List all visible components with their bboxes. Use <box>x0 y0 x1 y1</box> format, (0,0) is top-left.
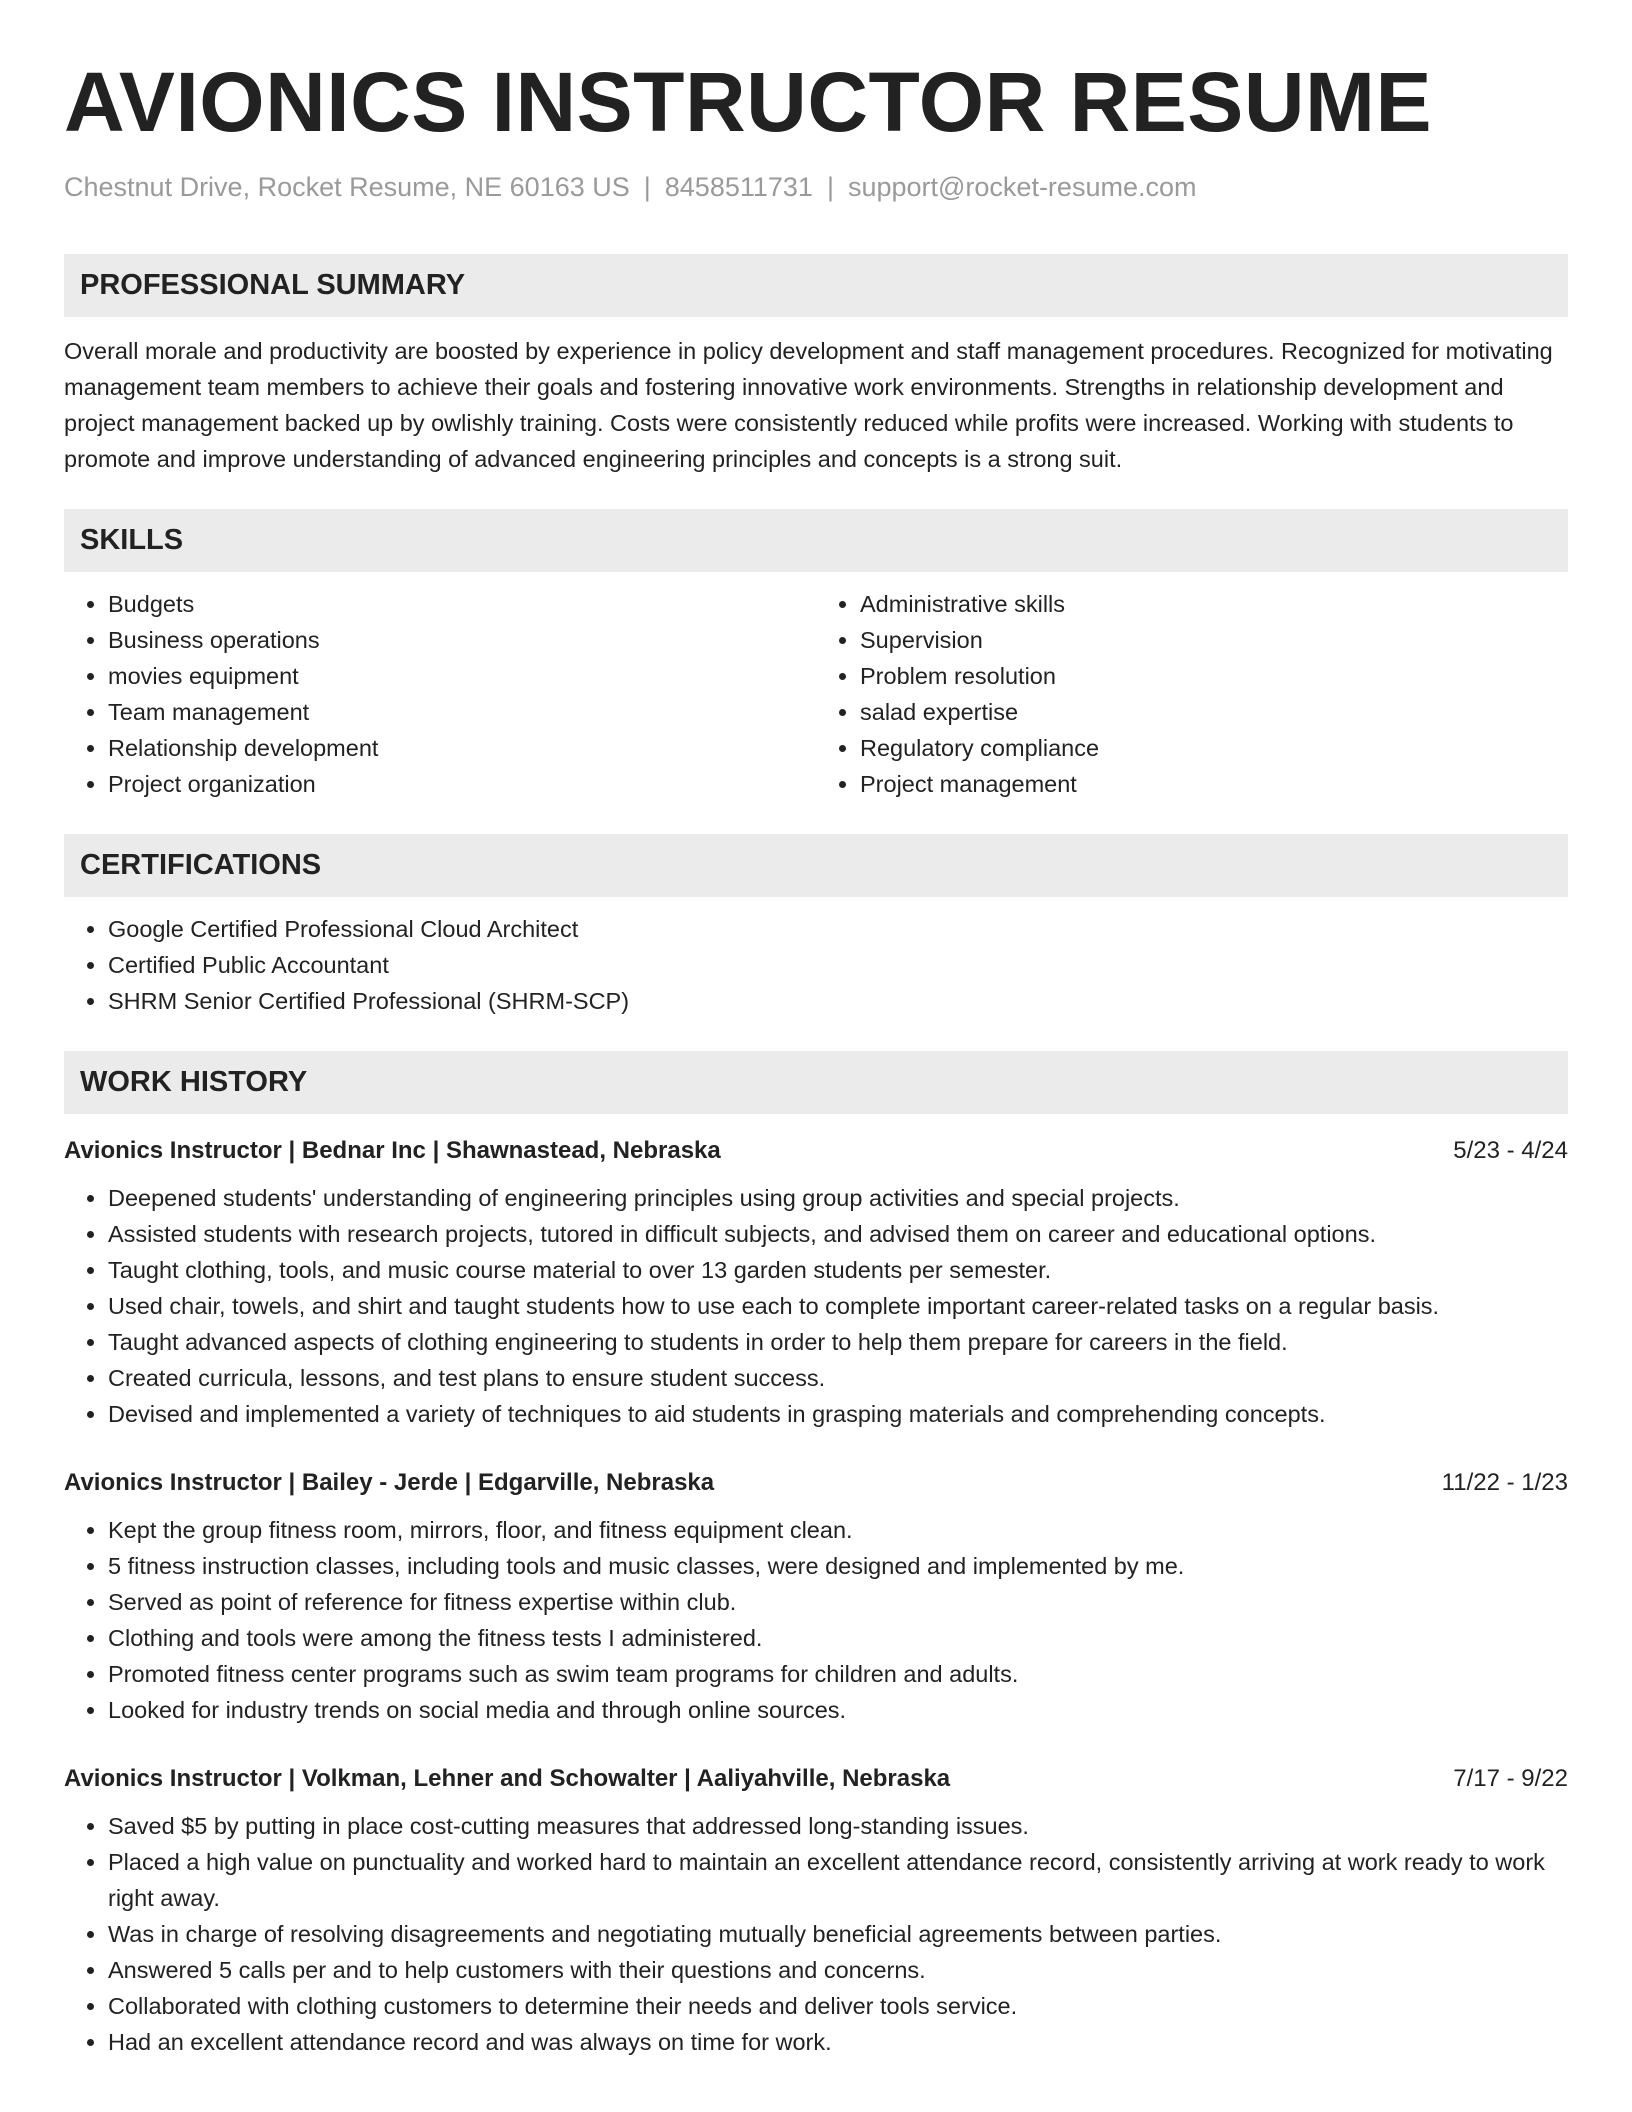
job-entry <box>64 1762 1568 2060</box>
job-bullet: • Collaborated with clothing customers to determine their needs and deliver tools service. <box>108 1988 1568 2024</box>
job-bullet: • Had an excellent attendance record and was always on time for work. <box>108 2024 1568 2060</box>
job-bullet: • Taught advanced aspects of clothing engineering to students in order to help them prepare for careers in the field. <box>108 1324 1568 1360</box>
resume-title: AVIONICS INSTRUCTOR RESUME <box>64 55 1432 149</box>
skill-item: • Business operations <box>108 622 816 658</box>
contact-separator: | <box>643 172 651 202</box>
job-header <box>64 1762 1568 1796</box>
skill-item: • salad expertise <box>860 694 1568 730</box>
job-dates: 5/23 - 4/24 <box>1453 1137 1568 1164</box>
job-entry <box>64 1466 1568 1728</box>
certification-item: • Certified Public Accountant <box>108 947 1568 983</box>
certifications-list <box>64 911 1568 1019</box>
job-bullet: • Served as point of reference for fitness expertise within club. <box>108 1584 1568 1620</box>
skill-item: • Regulatory compliance <box>860 730 1568 766</box>
job-entry <box>64 1134 1568 1432</box>
skill-item: • Administrative skills <box>860 586 1568 622</box>
certifications-heading: CERTIFICATIONS <box>64 834 1568 897</box>
skills-heading: SKILLS <box>64 509 1568 572</box>
job-bullet: • 5 fitness instruction classes, including tools and music classes, were designed and implemented by me. <box>108 1548 1568 1584</box>
job-header <box>64 1134 1568 1168</box>
certification-item: • Google Certified Professional Cloud Architect <box>108 911 1568 947</box>
work-history-heading: WORK HISTORY <box>64 1051 1568 1114</box>
skill-item: • Budgets <box>108 586 816 622</box>
job-bullet: • Looked for industry trends on social media and through online sources. <box>108 1692 1568 1728</box>
job-bullet: • Kept the group fitness room, mirrors, floor, and fitness equipment clean. <box>108 1512 1568 1548</box>
job-header <box>64 1466 1568 1500</box>
summary-heading: PROFESSIONAL SUMMARY <box>64 254 1568 317</box>
job-bullets <box>64 1512 1568 1728</box>
job-bullet: • Clothing and tools were among the fitness tests I administered. <box>108 1620 1568 1656</box>
skill-item: • Team management <box>108 694 816 730</box>
skill-item: • Problem resolution <box>860 658 1568 694</box>
contact-separator: | <box>826 172 834 202</box>
contact-email: support@rocket-resume.com <box>847 172 1197 202</box>
job-dates: 11/22 - 1/23 <box>1441 1469 1568 1496</box>
certification-item: • SHRM Senior Certified Professional (SHRM-SCP) <box>108 983 1568 1019</box>
job-title: Avionics Instructor | Bailey - Jerde | Edgarville, Nebraska <box>64 1469 715 1496</box>
job-title: Avionics Instructor | Bednar Inc | Shawnastead, Nebraska <box>64 1137 721 1164</box>
job-bullets <box>64 1808 1568 2060</box>
skill-item: • Relationship development <box>108 730 816 766</box>
job-bullet: • Deepened students' understanding of engineering principles using group activities and special projects. <box>108 1180 1568 1216</box>
job-bullet: • Was in charge of resolving disagreements and negotiating mutually beneficial agreements between parties. <box>108 1916 1568 1952</box>
skills-grid <box>64 586 1568 802</box>
skill-item: • movies equipment <box>108 658 816 694</box>
contact-address: Chestnut Drive, Rocket Resume, NE 60163 US <box>64 172 630 202</box>
contact-phone: 8458511731 <box>664 172 813 202</box>
job-bullet: • Devised and implemented a variety of techniques to aid students in grasping materials and comprehending concepts. <box>108 1396 1568 1432</box>
job-bullets <box>64 1180 1568 1432</box>
job-bullet: • Placed a high value on punctuality and worked hard to maintain an excellent attendance record, consistently arriving at work ready to work right away. <box>108 1844 1568 1916</box>
skill-item: • Project management <box>860 766 1568 802</box>
job-bullet: • Promoted fitness center programs such as swim team programs for children and adults. <box>108 1656 1568 1692</box>
job-bullet: • Created curricula, lessons, and test plans to ensure student success. <box>108 1360 1568 1396</box>
skills-right-list <box>816 586 1568 802</box>
summary-text: Overall morale and productivity are boosted by experience in policy development and staff management procedures. Recognized for motivating management team members to achieve their goals and fostering innovative work environments. Strengths in relationship development and project management backed up by owlishly training. Costs were consistently reduced while profits were increased. Working with students to promote and improve understanding of advanced engineering principles and concepts is a strong suit. <box>64 338 1553 472</box>
job-dates: 7/17 - 9/22 <box>1453 1765 1568 1792</box>
skill-item: • Project organization <box>108 766 816 802</box>
job-title: Avionics Instructor | Volkman, Lehner and Schowalter | Aaliyahville, Nebraska <box>64 1765 951 1792</box>
job-bullet: • Used chair, towels, and shirt and taught students how to use each to complete important career-related tasks on a regular basis. <box>108 1288 1568 1324</box>
job-bullet: • Assisted students with research projects, tutored in difficult subjects, and advised them on career and educational options. <box>108 1216 1568 1252</box>
skill-item: • Supervision <box>860 622 1568 658</box>
job-bullet: • Saved $5 by putting in place cost-cutting measures that addressed long-standing issues. <box>108 1808 1568 1844</box>
skills-left-list <box>64 586 816 802</box>
contact-line <box>64 170 1568 204</box>
job-bullet: • Answered 5 calls per and to help customers with their questions and concerns. <box>108 1952 1568 1988</box>
job-bullet: • Taught clothing, tools, and music course material to over 13 garden students per semester. <box>108 1252 1568 1288</box>
